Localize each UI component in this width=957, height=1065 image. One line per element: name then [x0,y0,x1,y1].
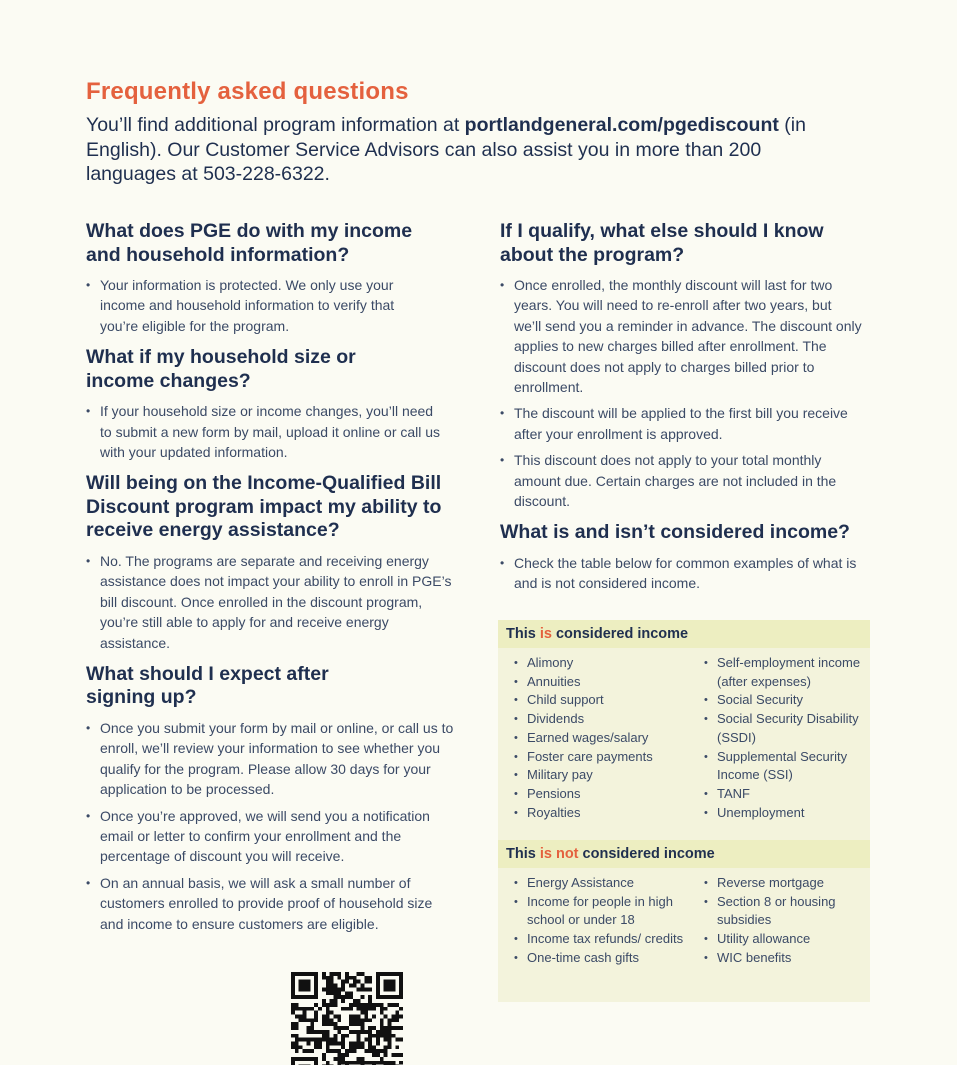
list-item: • Foster care payments [514,748,704,767]
qr-code-graphic [291,972,403,1065]
faq-section [500,521,872,593]
faq-question: What if my household size or income changes? [86,346,356,392]
faq-question: What is and isn’t considered income? [500,521,850,544]
left-column [86,220,466,944]
intro-paragraph: You’ll find additional program information at portlandgeneral.com/pgediscount (in English). Our Customer Service Advisors can also assist you in more than 200 languages at 503-228-6322. [86,114,806,185]
list-item: • Social Security Disability (SSDI) [704,710,864,747]
faq-answer: • No. The programs are separate and receiving energy assistance does not impact your ability to enroll in PGE’s bill discount. Once enrolled in the discount program, you’re still able to apply for and receive energy assistance. [86,551,461,653]
program-link[interactable]: portlandgeneral.com/pgediscount [464,114,779,136]
considered-income-list [498,648,870,840]
faq-section [86,472,466,653]
faq-answer: • Check the table below for common examples of what is and is not considered income. [500,553,872,594]
qr-code-icon[interactable] [291,972,403,1065]
list-item: • Energy Assistance [514,874,704,893]
list-item: • Annuities [514,673,704,692]
faq-answer: • The discount will be applied to the first bill you receive after your enrollment is approved. [500,403,862,444]
list-item: • Unemployment [704,804,864,823]
list-item: • Income for people in high school or under 18 [514,893,704,930]
faq-question: If I qualify, what else should I know about the program? [500,220,824,266]
list-item: • Social Security [704,691,864,710]
faq-answer: • On an annual basis, we will ask a small number of customers enrolled to provide proof of household size and income to ensure customers are eligible. [86,873,458,934]
list-item: • Alimony [514,654,704,673]
list-item: • Section 8 or housing subsidies [704,893,864,930]
faq-question: Will being on the Income-Qualified Bill Discount program impact my ability to receive energy assistance? [86,472,442,542]
list-item: • Income tax refunds/ credits [514,930,704,949]
right-column [500,220,872,604]
list-item: • Earned wages/salary [514,729,704,748]
list-item: • One-time cash gifts [514,949,704,968]
faq-section [86,663,466,934]
not-considered-income-list [498,868,870,968]
faq-answer: • Once enrolled, the monthly discount will last for two years. You will need to re-enroll after two years, but we’ll send you a reminder in advance. The discount only applies to new charges billed after enrollment. The discount does not apply to charges billed prior to enrollment. [500,275,862,397]
faq-section [86,346,466,462]
list-item: • Supplemental Security Income (SSI) [704,748,864,785]
list-item: • Reverse mortgage [704,874,864,893]
faq-answer: • Once you submit your form by mail or online, or call us to enroll, we’ll review your information to see whether you qualify for the program. Please allow 30 days for your application to be processed. [86,718,458,800]
faq-section [500,220,872,511]
not-considered-income-header: This is not considered income [498,840,870,868]
list-item: • Royalties [514,804,704,823]
faq-answer: • This discount does not apply to your total monthly amount due. Certain charges are not included in the discount. [500,450,862,511]
list-item: • Dividends [514,710,704,729]
faq-section [86,220,466,336]
faq-question: What does PGE do with my income and household information? [86,220,413,266]
list-item: • Military pay [514,766,704,785]
list-item: • Pensions [514,785,704,804]
faq-question: What should I expect after signing up? [86,662,329,709]
income-table [498,620,870,1002]
list-item: • TANF [704,785,864,804]
faq-answer: • Your information is protected. We only use your income and household information to verify that you’re eligible for the program. [86,275,422,336]
considered-income-header: This is considered income [498,620,870,648]
list-item: • WIC benefits [704,949,864,968]
list-item: • Child support [514,691,704,710]
list-item: • Utility allowance [704,930,864,949]
page-title: Frequently asked questions [86,78,409,105]
list-item: • Self-employment income (after expenses) [704,654,864,691]
faq-answer: • Once you’re approved, we will send you a notification email or letter to confirm your enrollment and the percentage of discount you will receive. [86,806,458,867]
faq-answer: • If your household size or income changes, you’ll need to submit a new form by mail, upload it online or call us with your updated information. [86,401,448,462]
